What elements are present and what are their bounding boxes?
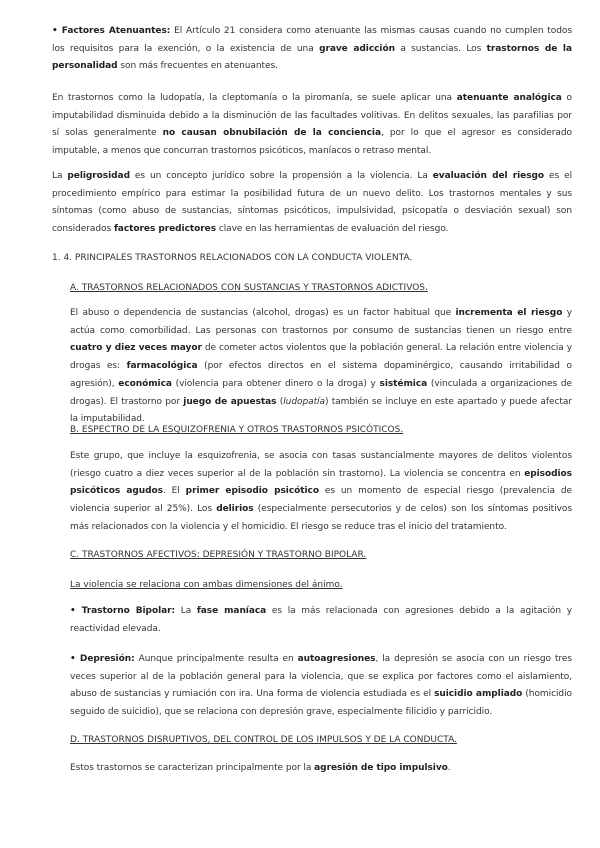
bold-term: trastornos de la personalidad [52, 43, 572, 72]
paragraph-factores-atenuantes: • Factores Atenuantes: El Artículo 21 considera como atenuante las mismas causas cuando no cumplen todos los requisitos para la exención, o la existencia de una grave adicción a sustancias. Los trastornos de la personalidad son más frecuentes en atenuantes. [52, 26, 572, 72]
subsection-heading-d: D. TRASTORNOS DISRUPTIVOS, DEL CONTROL DE LOS IMPULSOS Y DE LA CONDUCTA. [70, 735, 457, 745]
subsection-heading-b: B. ESPECTRO DE LA ESQUIZOFRENIA Y OTROS TRASTORNOS PSICÓTICOS. [70, 425, 404, 435]
italic-term: ludopatía [283, 396, 325, 407]
paragraph-esquizofrenia: Este grupo, que incluye la esquizofrenia, se asocia con tasas sustancialmente mayores de delitos violentos (riesgo cuatro a diez veces superior al de la población sin trastorno). La violencia se concentra en episodios psicóticos agudos. El primer episodio psicótico es un momento de especial riesgo (prevalencia de violencia superior al 25%). Los delirios (especialmente persecutorios y de celos) son los síntomas positivos más relacionados con la violencia y el homicidio. El riesgo se reduce tras el inicio del tratamiento. [70, 451, 572, 532]
bold-term: fase maníaca [196, 606, 267, 616]
bold-term: atenuante analógica [456, 93, 562, 103]
bold-term: sistémica [379, 378, 428, 389]
bold-term: farmacológica [126, 361, 198, 372]
subsection-heading-a: A. TRASTORNOS RELACIONADOS CON SUSTANCIAS Y TRASTORNOS ADICTIVOS. [70, 283, 428, 293]
bold-term: incrementa el riesgo [455, 308, 563, 318]
bold-term: delirios [216, 504, 254, 515]
bold-term: episodios psicóticos agudos [70, 468, 572, 497]
bold-term: • Depresión: [70, 654, 135, 664]
paragraph-atenuante-analogica: En trastornos como la ludopatía, la cleptomanía o la piromanía, se suele aplicar una atenuante analógica o imputabilidad disminuida debido a la disminución de las facultades volitivas. En delitos sexuales, las parafilias por sí solas generalmente no causan obnubilación de la conciencia, por lo que el agresor es considerado imputable, a menos que concurran trastornos psicóticos, maníacos o retraso mental. [52, 93, 573, 157]
subsection-intro: La violencia se relaciona con ambas dimensiones del ánimo. [70, 580, 343, 590]
bold-term: económica [118, 378, 172, 389]
bold-term: • Factores Atenuantes: [52, 26, 171, 36]
bold-term: evaluación del riesgo [432, 171, 545, 181]
subsection-heading-c: C. TRASTORNOS AFECTIVOS: DEPRESIÓN Y TRASTORNO BIPOLAR. [70, 550, 367, 560]
bold-term: • Trastorno Bipolar: [70, 606, 176, 616]
bold-term: agresión de tipo impulsivo [314, 763, 448, 773]
bold-term: autoagresiones [297, 654, 376, 664]
bold-term: suicidio ampliado [434, 689, 523, 700]
bold-term: primer episodio psicótico [185, 486, 319, 497]
bold-term: peligrosidad [67, 171, 130, 181]
section-heading: 1. 4. PRINCIPALES TRASTORNOS RELACIONADOS CON LA CONDUCTA VIOLENTA. [52, 253, 413, 263]
paragraph-sustancias: El abuso o dependencia de sustancias (alcohol, drogas) es un factor habitual que incrementa el riesgo y actúa como comorbilidad. Las personas con trastornos por consumo de sustancias tienen un riesgo entre cuatro y diez veces mayor de cometer actos violentos que la población general. La relación entre violencia y drogas es: farmacológica (por efectos directos en el sistema dopaminérgico, causando irritabilidad o agresión), económica (violencia para obtener dinero o la droga) y sistémica (vinculada a organizaciones de drogas). El trastorno por juego de apuestas (ludopatía) también se incluye en este apartado y puede afectar la imputabilidad. [70, 308, 572, 425]
bold-term: cuatro y diez veces mayor [70, 343, 202, 354]
bold-term: no causan obnubilación de la conciencia [162, 128, 381, 139]
paragraph-bipolar: • Trastorno Bipolar: La fase maníaca es la más relacionada con agresiones debido a la agitación y reactividad elevada. [70, 606, 572, 634]
bold-term: grave adicción [319, 43, 395, 54]
paragraph-depresion: • Depresión: Aunque principalmente resulta en autoagresiones, la depresión se asocia con un riesgo tres veces superior al de la población general para la violencia, que se explica por factores como el aislamiento, abuso de sustancias y rumiación con ira. Una forma de violencia estudiada es el suicidio ampliado (homicidio seguido de suicidio), que se relaciona con depresión grave, especialmente filicidio y parricidio. [70, 654, 573, 718]
bold-term: factores predictores [113, 224, 217, 235]
bold-term: juego de apuestas [183, 396, 277, 407]
paragraph-peligrosidad: La peligrosidad es un concepto jurídico sobre la propensión a la violencia. La evaluación del riesgo es el procedimiento empírico para estimar la posibilidad futura de un nuevo delito. Los trastornos mentales y sus síntomas (como abuso de sustancias, síntomas psicóticos, impulsividad, psicopatía o desviación sexual) son considerados factores predictores clave en las herramientas de evaluación del riesgo. [52, 171, 573, 235]
paragraph-disruptivos: Estos trastornos se caracterizan principalmente por la agresión de tipo impulsivo. [70, 763, 451, 773]
